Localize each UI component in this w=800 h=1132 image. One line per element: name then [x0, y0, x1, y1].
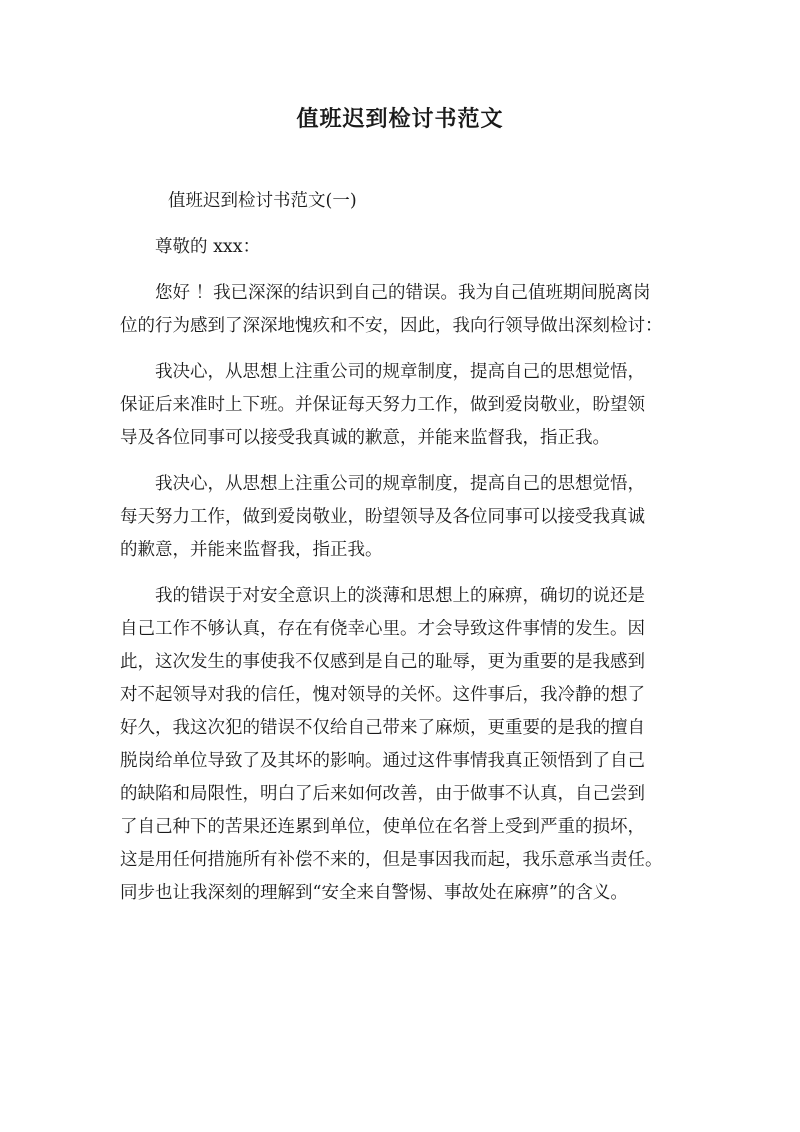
paragraph-1: [120, 277, 680, 343]
section-subtitle: 值班迟到检讨书范文(一): [168, 191, 357, 211]
paragraph-line: 好久，我这次犯的错误不仅给自己带来了麻烦，更重要的是我的擅自: [120, 718, 645, 738]
paragraph-line: 我决心，从思想上注重公司的规章制度，提高自己的思想觉悟，: [155, 474, 645, 494]
paragraph-line: 保证后来准时上下班。并保证每天努力工作，做到爱岗敬业，盼望领: [120, 395, 645, 415]
paragraph-line: 此，这次发生的事使我不仅感到是自己的耻辱，更为重要的是我感到: [120, 652, 645, 672]
paragraph-line: 的缺陷和局限性，明白了后来如何改善，由于做事不认真，自己尝到: [120, 784, 645, 804]
paragraph-line: 同步也让我深刻的理解到“安全来自警惕、事故处在麻痹”的含义。: [120, 883, 628, 903]
paragraph-line: 的歉意，并能来监督我，指正我。: [120, 540, 383, 560]
paragraph-line: 导及各位同事可以接受我真诚的歉意，并能来监督我，指正我。: [120, 428, 610, 448]
salutation: 尊敬的 xxx：: [155, 237, 261, 257]
paragraph-line: 了自己种下的苦果还连累到单位，使单位在名誉上受到严重的损坏，: [120, 817, 645, 837]
paragraph-line: 您好 ！我已深深的结识到自己的错误。我为自己值班期间脱离岗: [155, 283, 651, 303]
paragraph-4: [120, 580, 680, 910]
paragraph-line: 脱岗给单位导致了及其坏的影响。通过这件事情我真正领悟到了自己: [120, 751, 645, 771]
paragraph-line: 我决心，从思想上注重公司的规章制度，提高自己的思想觉悟，: [155, 362, 645, 382]
document-body: [120, 185, 680, 923]
paragraph-line: 这是用任何措施所有补偿不来的，但是事因我而起，我乐意承当责任。: [120, 850, 663, 870]
paragraph-2: [120, 356, 680, 455]
paragraph-line: 自己工作不够认真，存在有侥幸心里。才会导致这件事情的发生。因: [120, 619, 645, 639]
paragraph-3: [120, 468, 680, 567]
paragraph-line: 位的行为感到了深深地愧疚和不安，因此，我向行领导做出深刻检讨：: [120, 316, 663, 336]
paragraph-line: 对不起领导对我的信任，愧对领导的关怀。这件事后，我冷静的想了: [120, 685, 645, 705]
document-title: 值班迟到检讨书范文: [296, 106, 504, 132]
paragraph-line: 每天努力工作，做到爱岗敬业，盼望领导及各位同事可以接受我真诚: [120, 507, 645, 527]
paragraph-line: 我的错误于对安全意识上的淡薄和思想上的麻痹，确切的说还是: [155, 586, 645, 606]
